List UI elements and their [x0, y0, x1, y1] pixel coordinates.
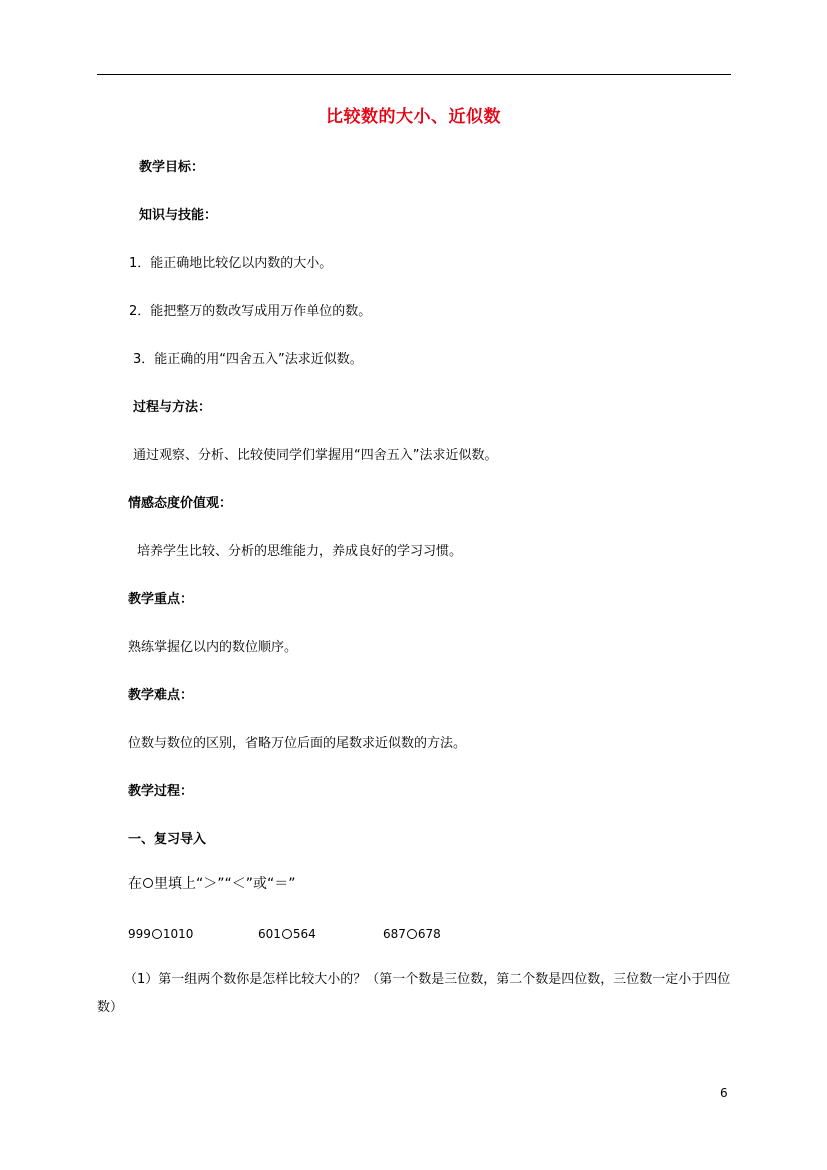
blank-circle-icon	[152, 929, 162, 939]
question-1	[97, 966, 731, 1022]
emotion-heading: 情感态度价值观：	[128, 496, 233, 511]
page-title: 比较数的大小、近似数	[326, 107, 501, 127]
comparison-2-right: 564	[292, 927, 316, 941]
comparison-1-left: 999	[128, 927, 151, 941]
fill-instruction	[128, 874, 296, 894]
comparison-1	[128, 924, 193, 944]
blank-circle-icon	[407, 929, 417, 939]
procedure-heading: 教学过程：	[128, 784, 194, 799]
process-text: 通过观察、分析、比较使同学们掌握用“四舍五入”法求近似数。	[133, 448, 498, 463]
comparison-3-right: 678	[417, 927, 441, 941]
comparison-3-left: 687	[383, 927, 406, 941]
difficulty-text: 位数与数位的区别，省略万位后面的尾数求近似数的方法。	[128, 736, 467, 751]
difficulty-heading: 教学难点：	[128, 688, 194, 703]
blank-circle-icon	[282, 929, 292, 939]
goal-2: 2．能把整万的数改写成用万作单位的数。	[129, 304, 372, 319]
knowledge-heading: 知识与技能：	[139, 208, 218, 223]
process-heading: 过程与方法：	[133, 400, 212, 415]
section-1-heading: 一、复习导入	[128, 832, 207, 847]
comparison-3	[383, 924, 441, 944]
objectives-heading: 教学目标：	[139, 160, 205, 175]
comparison-1-right: 1010	[162, 927, 194, 941]
fill-suffix: 里填上“＞”“＜”或“＝”	[154, 876, 296, 892]
question-1-text: （1）第一组两个数你是怎样比较大小的？（第一个数是三位数，第二个数是四位数，三位数一定小于四位数）	[97, 972, 731, 1015]
goal-3: 3．能正确的用“四舍五入”法求近似数。	[133, 352, 363, 367]
goal-1: 1．能正确地比较亿以内数的大小。	[129, 256, 333, 271]
fill-prefix: 在	[128, 876, 142, 892]
comparison-2	[258, 924, 316, 944]
header-rule	[97, 74, 731, 75]
comparison-2-left: 601	[258, 927, 281, 941]
key-text: 熟练掌握亿以内的数位顺序。	[128, 640, 298, 655]
page-number: 6	[720, 1086, 728, 1100]
key-heading: 教学重点：	[128, 592, 194, 607]
blank-circle-icon	[143, 878, 153, 888]
emotion-text: 培养学生比较、分析的思维能力，养成良好的学习习惯。	[137, 544, 463, 559]
